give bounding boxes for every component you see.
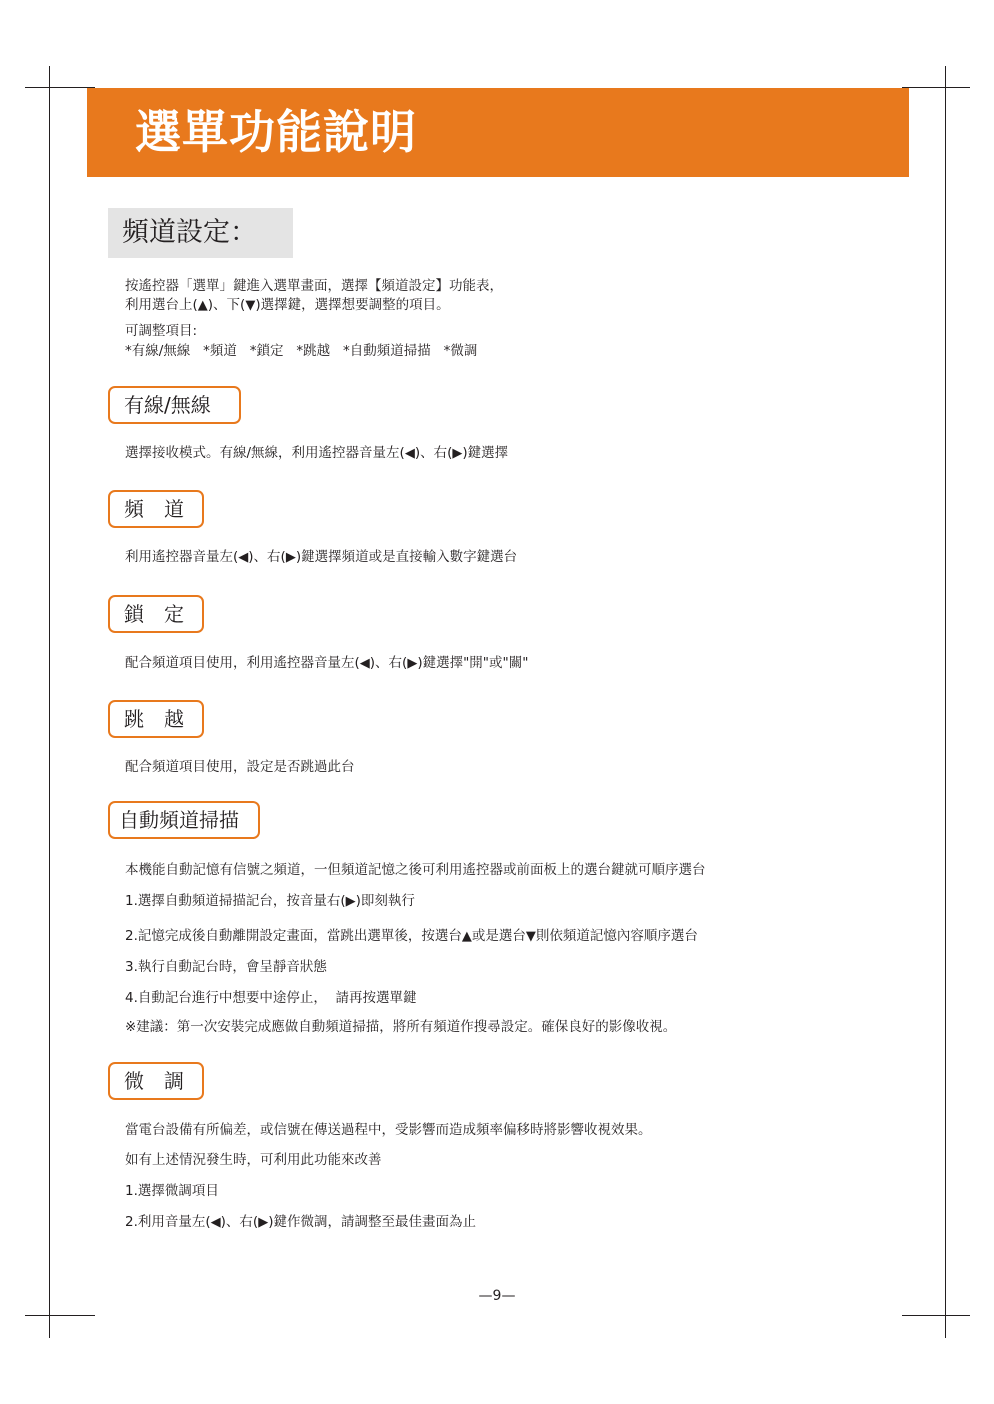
intro-line-2-a: 利用選台上( (125, 297, 198, 313)
right-triangle-icon: ▶ (258, 1215, 269, 1230)
left-triangle-icon: ◀ (359, 656, 370, 671)
adjustable-items-text: *有線/無線 *頻道 *鎖定 *跳越 *自動頻道掃描 *微調 (125, 343, 478, 359)
channel-heading-box (108, 490, 204, 528)
autoscan-step-1-a: 1.選擇自動頻道掃描記台，按音量右( (125, 893, 346, 909)
lock-description (125, 654, 528, 673)
skip-description (125, 758, 355, 776)
finetune-description-1 (125, 1121, 652, 1139)
crop-mark-top-right-h (902, 87, 970, 88)
finetune-step-2-a: 2.利用音量左( (125, 1214, 211, 1230)
crop-mark-top-left-v (49, 66, 50, 88)
page-number: —9— (478, 1288, 516, 1304)
skip-desc-text: 配合頻道項目使用，設定是否跳過此台 (125, 759, 355, 775)
finetune-desc-1-text: 當電台設備有所偏差，或信號在傳送過程中，受影響而造成頻率偏移時將影響收視效果。 (125, 1122, 652, 1138)
autoscan-step-3-text: 3.執行自動記台時，會呈靜音狀態 (125, 959, 327, 975)
finetune-heading-box (108, 1062, 204, 1100)
crop-mark-bottom-left-h (25, 1315, 95, 1316)
channel-desc-c: )鍵選擇頻道或是直接輸入數字鍵選台 (295, 549, 518, 565)
left-triangle-icon: ◀ (238, 550, 249, 565)
autoscan-desc-text: 本機能自動記憶有信號之頻道，一但頻道記憶之後可利用遙控器或前面板上的選台鍵就可順序選台 (125, 862, 706, 878)
lock-heading: 鎖定 (124, 602, 204, 626)
cable-heading-box (108, 386, 241, 424)
autoscan-step-2 (125, 927, 698, 946)
down-triangle-icon: ▼ (525, 929, 536, 944)
lock-heading-box (108, 595, 204, 633)
channel-description (125, 548, 517, 567)
channel-heading: 頻道 (124, 497, 204, 521)
crop-mark-right-rule (945, 88, 946, 1338)
up-triangle-icon: ▲ (461, 929, 472, 944)
down-triangle-icon: ▼ (245, 298, 256, 313)
lock-desc-b: )、右( (369, 655, 408, 671)
right-triangle-icon: ▶ (285, 550, 296, 565)
cable-description (125, 444, 508, 463)
autoscan-note-text: ※建議：第一次安裝完成應做自動頻道掃描，將所有頻道作搜尋設定。確保良好的影像收視。 (125, 1019, 677, 1035)
intro-line-2 (125, 296, 450, 315)
finetune-step-1 (125, 1182, 219, 1200)
autoscan-step-1 (125, 892, 415, 911)
skip-heading: 跳越 (124, 707, 204, 731)
adjustable-items (125, 342, 477, 360)
autoscan-note (125, 1018, 676, 1036)
finetune-desc-2-text: 如有上述情況發生時，可利用此功能來改善 (125, 1152, 382, 1168)
right-triangle-icon: ▶ (452, 446, 463, 461)
skip-heading-box (108, 700, 204, 738)
autoscan-step-4 (125, 989, 416, 1007)
adjustable-label (125, 322, 197, 340)
lock-desc-a: 配合頻道項目使用，利用遙控器音量左( (125, 655, 360, 671)
intro-line-1-text: 按遙控器「選單」鍵進入選單畫面，選擇【頻道設定】功能表， (125, 278, 503, 294)
finetune-step-2-b: )、右( (220, 1214, 259, 1230)
crop-mark-bottom-right-h (902, 1315, 970, 1316)
section-heading-box (108, 208, 293, 258)
cable-desc-a: 選擇接收模式。有線/無線，利用遙控器音量左( (125, 445, 405, 461)
cable-heading: 有線/無線 (124, 393, 211, 417)
crop-mark-top-left-h (25, 87, 95, 88)
autoscan-step-1-b: )即刻執行 (355, 893, 415, 909)
title-banner (87, 88, 909, 177)
crop-mark-top-right-v (945, 66, 946, 88)
autoscan-step-2-a: 2.記憶完成後自動離開設定畫面，當跳出選單後，按選台 (125, 928, 462, 944)
cable-desc-b: )、右( (414, 445, 453, 461)
crop-mark-left-rule (49, 88, 50, 1338)
page-title: 選單功能說明 (135, 105, 417, 159)
autoscan-heading: 自動頻道掃描 (119, 808, 239, 832)
right-triangle-icon: ▶ (407, 656, 418, 671)
adjustable-label-text: 可調整項目: (125, 323, 198, 339)
autoscan-description (125, 861, 706, 879)
channel-desc-b: )、右( (248, 549, 286, 565)
up-triangle-icon: ▲ (197, 298, 208, 313)
section-title: 頻道設定： (122, 217, 257, 248)
finetune-heading: 微調 (124, 1069, 204, 1093)
autoscan-step-2-c: 則依頻道記憶內容順序選台 (535, 928, 698, 944)
right-triangle-icon: ▶ (345, 894, 356, 909)
autoscan-step-2-b: 或是選台 (471, 928, 526, 944)
autoscan-heading-box (108, 801, 260, 839)
autoscan-step-4-text: 4.自動記台進行中想要中途停止， 請再按選單鍵 (125, 990, 417, 1006)
finetune-step-2-c: )鍵作微調，請調整至最佳畫面為止 (268, 1214, 476, 1230)
finetune-step-1-text: 1.選擇微調項目 (125, 1183, 219, 1199)
intro-line-1 (125, 277, 503, 295)
autoscan-step-3 (125, 958, 327, 976)
channel-desc-a: 利用遙控器音量左( (125, 549, 239, 565)
intro-line-2-c: )選擇鍵，選擇想要調整的項目。 (255, 297, 450, 313)
finetune-step-2 (125, 1213, 476, 1232)
cable-desc-c: )鍵選擇 (462, 445, 509, 461)
left-triangle-icon: ◀ (210, 1215, 221, 1230)
left-triangle-icon: ◀ (404, 446, 415, 461)
intro-line-2-b: )、下( (207, 297, 246, 313)
finetune-description-2 (125, 1151, 382, 1169)
lock-desc-c: )鍵選擇"開"或"關" (417, 655, 529, 671)
